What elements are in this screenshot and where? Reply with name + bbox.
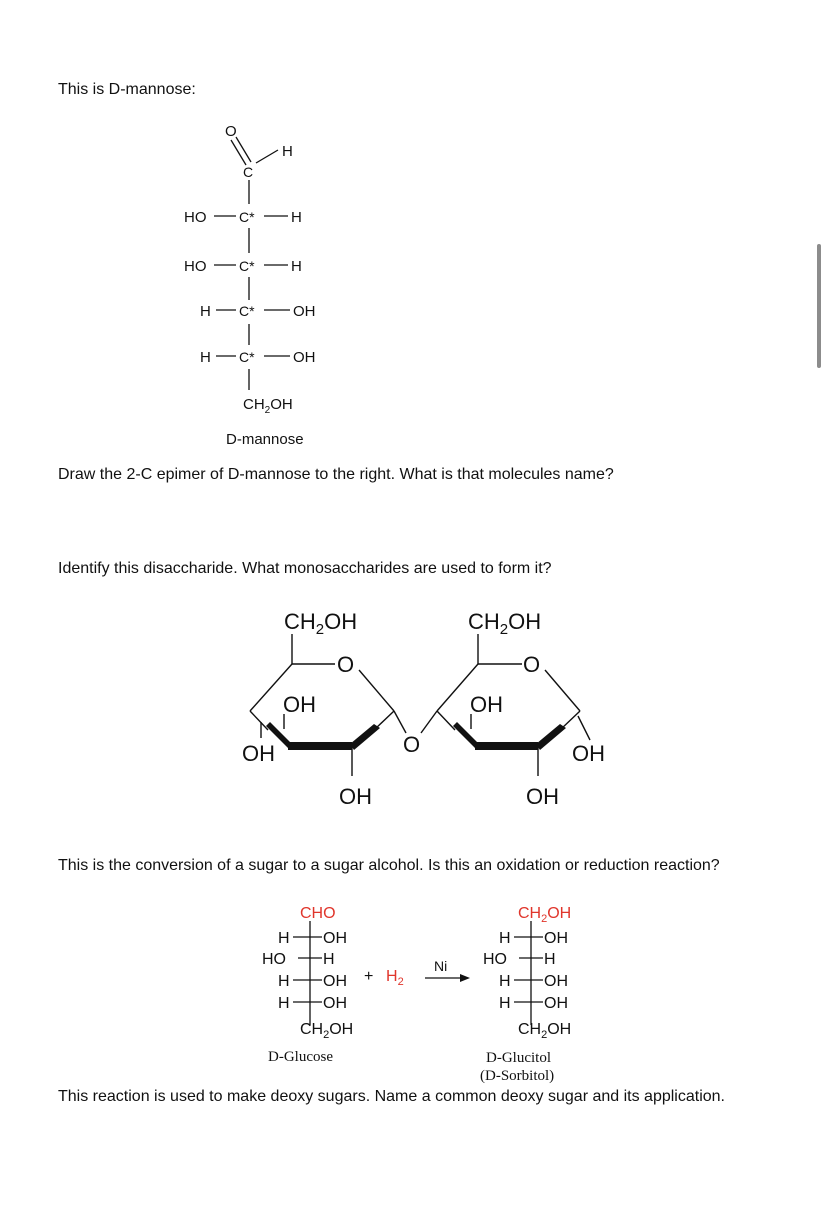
glucitol-c3-h: H [544,951,556,968]
mannose-c2-h: H [291,209,302,226]
glucose-c2-h: H [278,930,290,947]
glucose-c4-oh: OH [323,973,347,990]
question-4-prompt: This reaction is used to make deoxy sugars. Name a common deoxy sugar and its application. [58,1088,725,1105]
glucitol-c4-h: H [499,973,511,990]
mannose-c3-ho: HO [184,258,207,275]
mannose-caption: D-mannose [226,431,304,448]
glucitol-c4-oh: OH [544,973,568,990]
right-c3-oh: OH [470,692,503,717]
mannose-c2-ho: HO [184,209,207,226]
mannose-c4-oh: OH [293,303,316,320]
right-ring-oxygen: O [523,652,541,677]
glucose-c3-h: H [323,951,335,968]
glucitol-caption: D-Glucitol [486,1050,551,1066]
hydrogen-reagent: $H_2$ [386,968,404,988]
nickel-catalyst: Ni [434,958,448,974]
mannose-c3-h: H [291,258,302,275]
mannose-c5-h: H [200,349,211,366]
reaction-arrow [425,974,470,982]
glucose-cho: CHO [300,905,336,922]
right-c1-oh: OH [572,741,605,766]
mannose-carbonyl-o: O [225,123,237,140]
glycosidic-oxygen: O [403,732,421,757]
mannose-aldehyde-h: H [282,143,293,160]
mannose-ch2oh: $CH_2OH$ [243,396,293,416]
glucitol-c2-oh: OH [544,930,568,947]
mannose-c5-oh: OH [293,349,316,366]
glucose-c3-ho: HO [262,951,286,968]
glucitol-top-ch2oh: $CH_2OH$ [518,905,572,925]
mannose-c4: C* [239,303,255,319]
vertical-scrollbar[interactable] [817,244,821,368]
glucitol-c3-ho: HO [483,951,507,968]
left-ch2oh: $CH_2OH$ [284,609,358,638]
glucose-c5-oh: OH [323,995,347,1012]
mannose-c1: C [243,164,254,180]
right-ch2oh: $CH_2OH$ [468,609,542,638]
mannose-c2: C* [239,209,255,225]
question-1-intro: This is D-mannose: [58,81,196,98]
right-c2-oh: OH [526,784,559,809]
glucose-c4-h: H [278,973,290,990]
glucose-c2-oh: OH [323,930,347,947]
glucose-caption: D-Glucose [268,1049,333,1065]
mannose-c4-h: H [200,303,211,320]
left-c4-oh: OH [242,741,275,766]
mannose-c3: C* [239,258,255,274]
glucitol-c5-h: H [499,995,511,1012]
glucose-c5-h: H [278,995,290,1012]
left-ring-oxygen: O [337,652,355,677]
glucose-ch2oh: $CH_2OH$ [300,1021,354,1041]
glucitol-c5-oh: OH [544,995,568,1012]
left-c2-oh: OH [339,784,372,809]
question-1-prompt: Draw the 2-C epimer of D-mannose to the right. What is that molecules name? [58,466,614,483]
glucitol-ch2oh: $CH_2OH$ [518,1021,572,1041]
mannose-c5: C* [239,349,255,365]
glucitol-c2-h: H [499,930,511,947]
question-2-prompt: Identify this disaccharide. What monosaccharides are used to form it? [58,560,552,577]
plus-sign: + [364,968,374,985]
sorbitol-caption: (D-Sorbitol) [480,1068,555,1084]
question-3-prompt: This is the conversion of a sugar to a sugar alcohol. Is this an oxidation or reduction reaction? [58,857,720,874]
left-c3-oh: OH [283,692,316,717]
